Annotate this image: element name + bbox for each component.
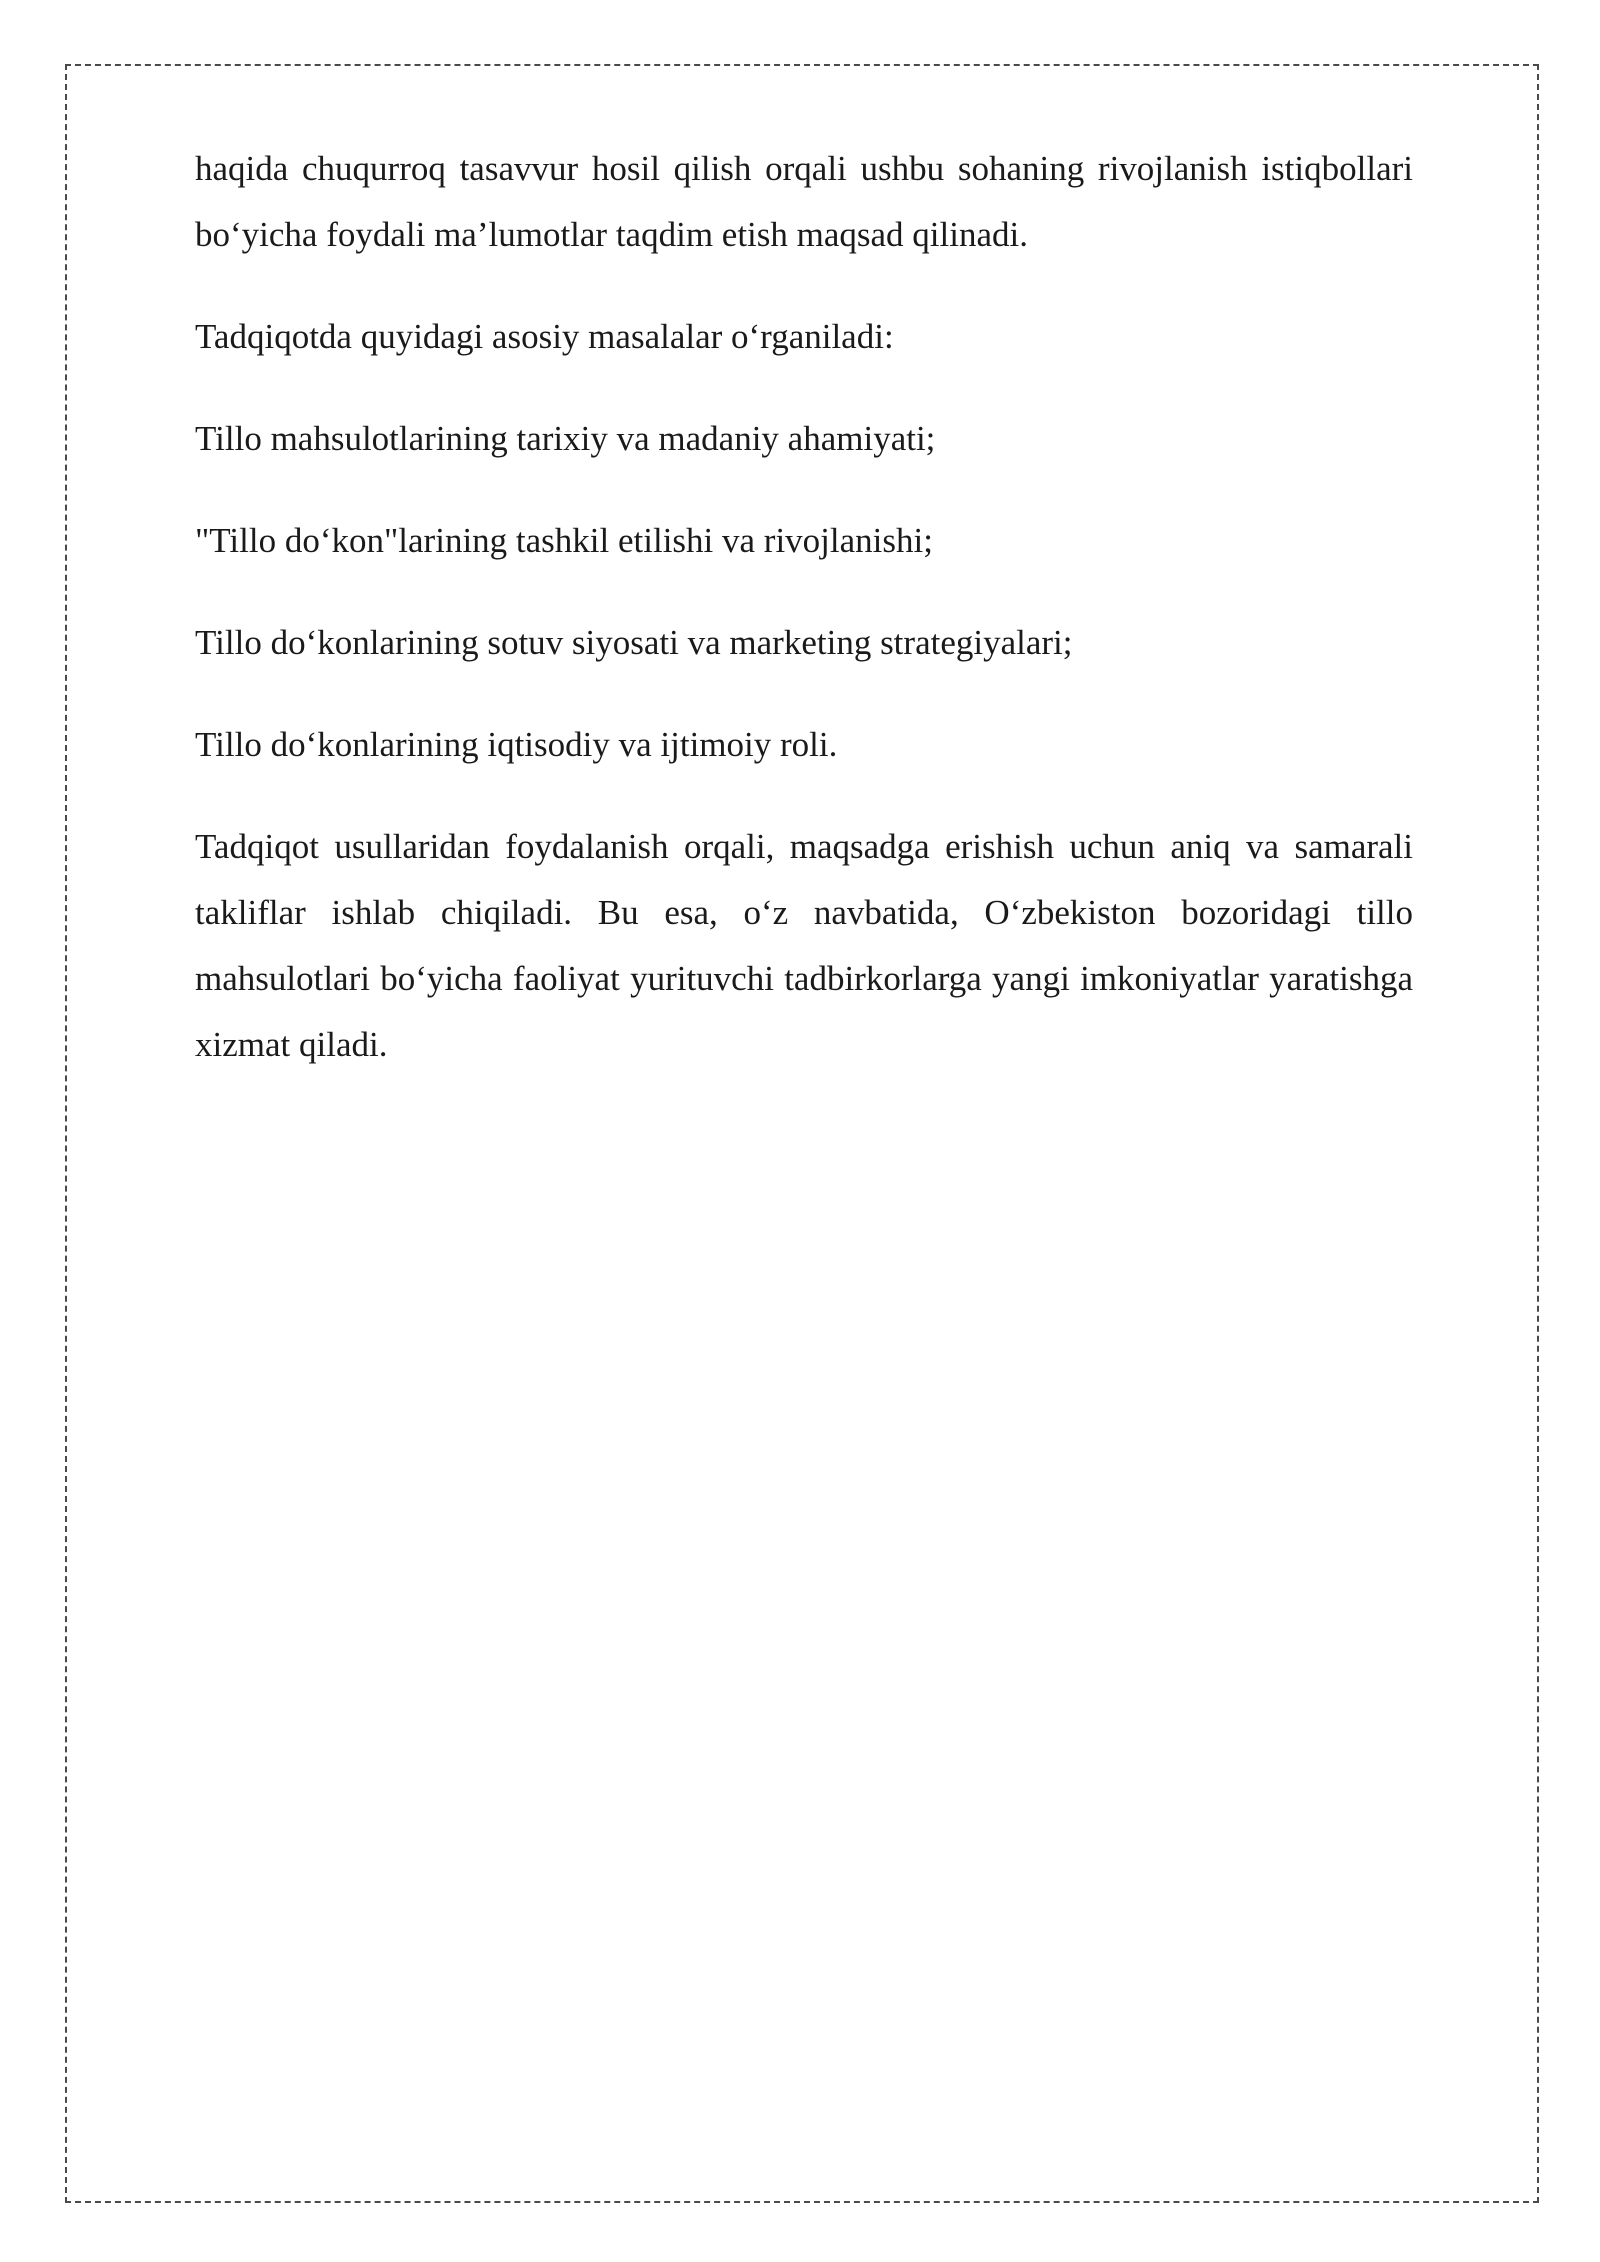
paragraph-intro: haqida chuqurroq tasavvur hosil qilish orqali ushbu sohaning rivojlanish istiqbollari bo‘yicha foydali ma’lumotlar taqdim etish maqsad qilinadi. <box>195 149 1413 254</box>
paragraph-tasks-heading: Tadqiqotda quyidagi asosiy masalalar o‘rganiladi: <box>195 317 894 356</box>
document-body <box>195 136 1413 1114</box>
list-item-history: Tillo mahsulotlarining tarixiy va madaniy ahamiyati; <box>195 419 936 458</box>
list-item-organization: "Tillo do‘kon"larining tashkil etilishi va rivojlanishi; <box>195 521 933 560</box>
paragraph-conclusion: Tadqiqot usullaridan foydalanish orqali, maqsadga erishish uchun aniq va samarali takliflar ishlab chiqiladi. Bu esa, o‘z navbatida, O‘zbekiston bozoridagi tillo mahsulotlari bo‘yicha faoliyat yurituvchi tadbirkorlarga yangi imkoniyatlar yaratishga xizmat qiladi. <box>195 827 1413 1064</box>
list-item-economic-role: Tillo do‘konlarining iqtisodiy va ijtimoiy roli. <box>195 725 838 764</box>
list-item-marketing: Tillo do‘konlarining sotuv siyosati va marketing strategiyalari; <box>195 623 1073 662</box>
